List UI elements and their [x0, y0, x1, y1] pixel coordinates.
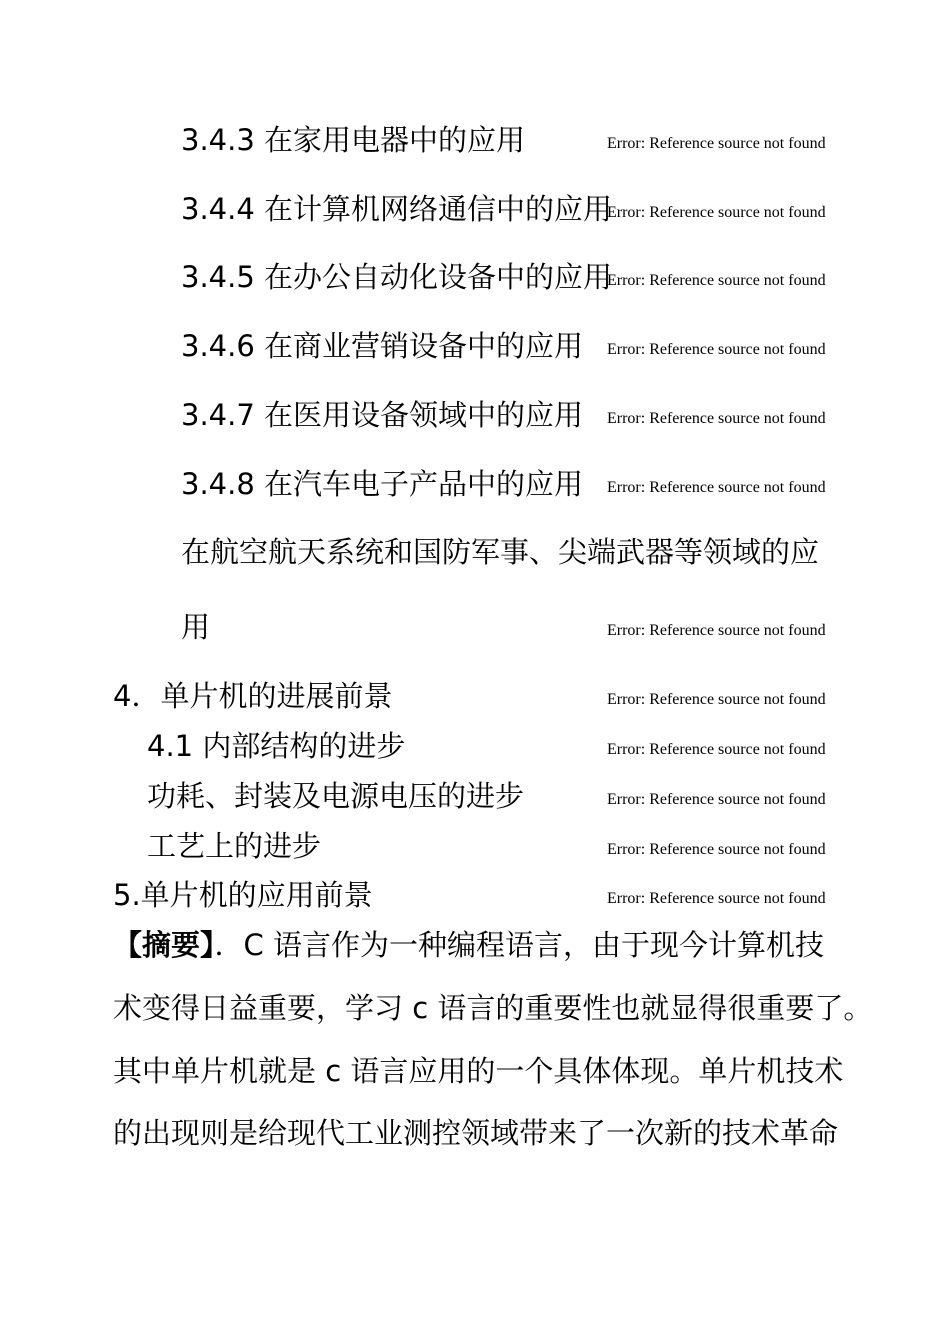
abstract-line: 的出现则是给现代工业测控领域带来了一次新的技术革命 [113, 1116, 839, 1150]
toc-title: 3.4.3 在家用电器中的应用 [181, 123, 526, 157]
abstract-label: 【摘要】 [113, 928, 215, 962]
toc-reference-error: Error: Reference source not found [607, 741, 826, 758]
toc-title: 3.4.8 在汽车电子产品中的应用 [181, 467, 584, 501]
abstract-line: 术变得日益重要，学习 c 语言的重要性也就显得很重要了。 [113, 991, 873, 1025]
toc-title: 3.4.6 在商业营销设备中的应用 [181, 329, 584, 363]
toc-reference-error: Error: Reference source not found [607, 791, 826, 808]
toc-reference-error: Error: Reference source not found [607, 272, 826, 289]
toc-title: 5.单片机的应用前景 [113, 878, 373, 912]
toc-title-continuation: 用 [181, 610, 211, 644]
toc-reference-error: Error: Reference source not found [607, 691, 826, 708]
toc-title: 功耗、封装及电源电压的进步 [147, 779, 525, 813]
toc-reference-error: Error: Reference source not found [607, 410, 826, 427]
toc-reference-error: Error: Reference source not found [607, 622, 826, 639]
toc-title: 4．单片机的进展前景 [113, 679, 393, 713]
abstract-text: ．C 语言作为一种编程语言，由于现今计算机技 [214, 928, 824, 962]
toc-reference-error: Error: Reference source not found [607, 204, 826, 221]
toc-reference-error: Error: Reference source not found [607, 841, 826, 858]
toc-reference-error: Error: Reference source not found [607, 479, 826, 496]
abstract-line: 其中单片机就是 c 语言应用的一个具体体现。单片机技术 [113, 1054, 844, 1088]
toc-reference-error: Error: Reference source not found [607, 341, 826, 358]
toc-title: 3.4.5 在办公自动化设备中的应用 [181, 260, 613, 294]
toc-title: 3.4.4 在计算机网络通信中的应用 [181, 192, 613, 226]
toc-title: 工艺上的进步 [147, 829, 322, 863]
toc-reference-error: Error: Reference source not found [607, 135, 826, 152]
abstract-line [113, 925, 824, 965]
toc-title: 在航空航天系统和国防军事、尖端武器等领域的应 [181, 535, 820, 569]
toc-title: 3.4.7 在医用设备领域中的应用 [181, 398, 584, 432]
toc-reference-error: Error: Reference source not found [607, 890, 826, 907]
toc-title: 4.1 内部结构的进步 [147, 729, 406, 763]
